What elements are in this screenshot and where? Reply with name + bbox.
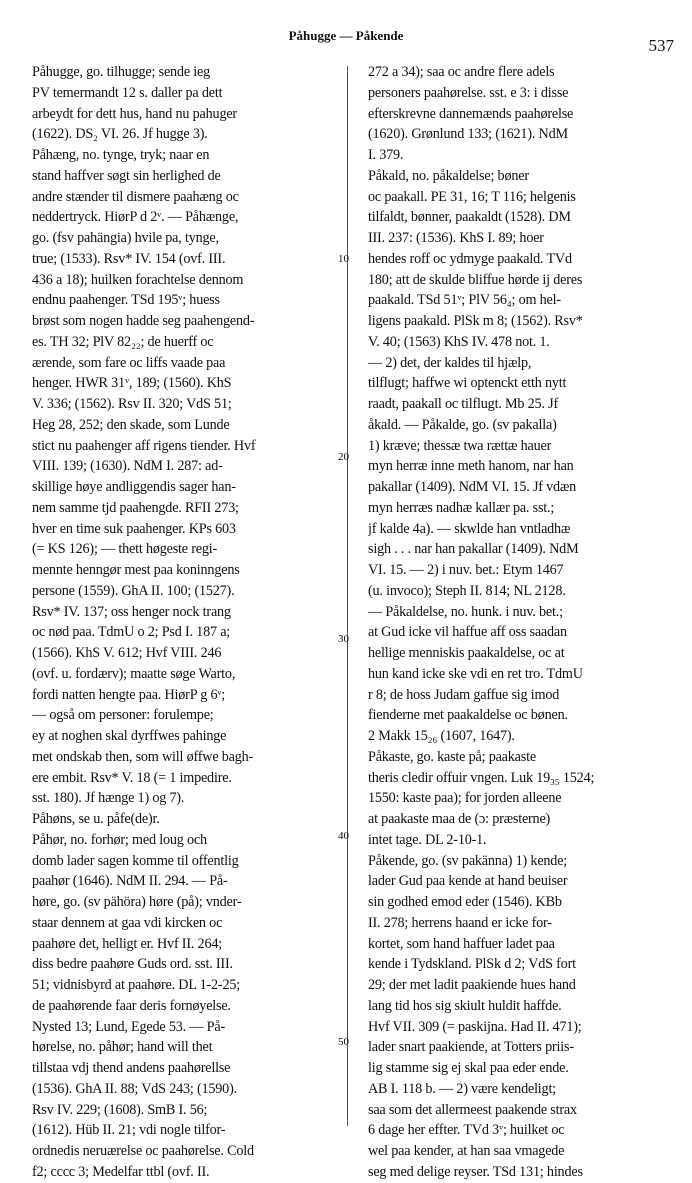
text-line: Rsv IV. 229; (1608). SmB I. 56; [32,1101,208,1118]
text-line: es. TH 32; PlV 82₂₂; de huerff oc [32,333,214,350]
text-line: stand haffver søgt sin herlighed de [32,167,221,184]
text-line: Hvf VII. 309 (= paskijna. Had II. 471); [368,1018,582,1035]
text-line: intet tage. DL 2-10-1. [368,831,487,848]
text-line: f2; cccc 3; Medelfar ttbl (ovf. II. [32,1163,210,1180]
text-line: at paakaste maa de (ɔ: præsterne) [368,811,551,827]
text-line: Påkald, no. påkaldelse; bøner [368,167,529,184]
text-line: V. 336; (1562). Rsv II. 320; VdS 51; [32,396,232,412]
text-line: ligens paakald. PlSk m 8; (1562). Rsv* [368,313,583,329]
text-line: stict nu paahenger aff rigens tiender. Hvf [32,437,256,454]
text-line: mennte henngør mest paa koninngens [32,562,240,578]
text-line: neddertryck. HiørP d 2ᵛ. — Påhænge, [32,209,239,226]
text-line: I. 379. [368,147,404,163]
text-line: staar dennem at gaa vdi kircken oc [32,914,223,931]
text-line: kende i Tydskland. PlSk d 2; VdS fort [368,956,576,973]
text-line: Påhøns, se u. påfe(de)r. [32,811,160,827]
text-line: lang tid hos sig skiult huldit haffde. [368,997,562,1014]
text-line: andre stænder til dismere paahæng oc [32,188,239,205]
text-line: brøst som nogen hadde seg paahengend- [32,313,255,329]
text-line: 1550: kaste paa); for jorden alleene [368,790,562,807]
text-line: personers paahørelse. sst. e 3: i disse [368,84,569,101]
line-number-50: 50 [338,1036,349,1048]
text-line: paakald. TSd 51ᵛ; PlV 56₄; om hel- [368,292,561,309]
text-line: — 2) det, der kaldes til hjælp, [368,354,532,371]
text-line: 51; vidnisbyrd at paahøre. DL 1-2-25; [32,977,240,993]
text-line: paahør (1646). NdM II. 294. — På- [32,873,228,890]
text-line: hver en time suk paahenger. KPs 603 [32,520,236,537]
text-line: VI. 15. — 2) i nuv. bet.: Etym 1467 [368,562,564,578]
text-line: oc nød paa. TdmU o 2; Psd I. 187 a; [32,624,231,641]
text-line: Påhør, no. forhør; med loug och [32,831,207,848]
text-line: de paahørende faar deris fornøyelse. [32,997,231,1014]
text-line: PV temermandt 12 s. daller pa dett [32,84,223,101]
text-line: arbeydt for dett hus, hand nu pahuger [32,105,237,122]
text-line: hellige menniskis paakaldelse, oc at [368,645,565,661]
text-line: r 8; de hoss Judam gaffue sig imod [368,686,560,703]
text-line: tilfaldt, bønner, paakaldt (1528). DM [368,209,571,226]
text-line: sigh . . . nar han pakallar (1409). NdM [368,541,579,558]
text-line: III. 237: (1536). KhS I. 89; hoer [368,230,544,246]
text-line: lader snart paakiende, at Totters priis- [368,1039,574,1056]
text-line: go. (fsv pahängia) hvile pa, tynge, [32,230,219,246]
text-line: 272 a 34); saa oc andre flere adels [368,64,555,80]
text-line: 180; att de skulde bliffue hørde ij deres [368,271,583,288]
text-line: hørelse, no. påhør; hand will thet [32,1039,213,1056]
text-line: høre, go. (sv pähöra) høre (på); vnder- [32,894,242,910]
text-line: fienderne met paakaldelse oc bønen. [368,707,568,724]
text-line: — også om personer: forulempe; [32,707,214,724]
text-line: 2 Makk 15₂₆ (1607, 1647). [368,728,515,744]
text-line: ey at noghen skal dyrffwes pahinge [32,728,227,744]
text-line: Påhugge, go. tilhugge; sende ieg [32,64,211,80]
text-line: paahøre det, helligt er. Hvf II. 264; [32,935,222,952]
text-line: ærende, som fare oc liffs vaade paa [32,354,226,371]
text-line: saa som det allermeest paakende strax [368,1101,577,1118]
text-line: ere embit. Rsv* V. 18 (= 1 impedire. [32,769,232,786]
text-line: åkald. — Påkalde, go. (sv pakalla) [368,416,557,433]
text-line: hun kand icke ske vdi en ret tro. TdmU [368,665,583,682]
right-column [368,62,664,1183]
text-line: efterskrevne dannemænds paahørelse [368,105,574,122]
text-line: diss bedre paahøre Guds ord. sst. III. [32,956,233,973]
text-line: hendes roff oc ydmyge paakald. TVd [368,250,572,267]
text-line: fordi natten hengte paa. HiørP g 6ᵛ; [32,686,226,703]
text-line: (ovf. u. fordærv); maatte søge Warto, [32,665,236,682]
text-line: (1566). KhS V. 612; Hvf VIII. 246 [32,645,222,661]
text-line: 6 dage her effter. TVd 3ᵛ; huilket oc [368,1122,565,1139]
text-line: met ondskab then, som will øffwe bagh- [32,748,254,765]
text-line: ordnedis neruærelse oc paahørelse. Cold [32,1143,254,1159]
text-line: pakallar (1409). NdM VI. 15. Jf vdæn [368,479,577,495]
text-line: (u. invoco); Steph II. 814; NL 2128. [368,582,566,599]
text-line: II. 278; herrens haand er icke for- [368,914,552,931]
text-line: seg med delige reyser. TSd 131; hindes [368,1163,583,1180]
running-head: Påhugge — Påkende [288,28,404,43]
text-line: endnu paahenger. TSd 195ᵛ; huess [32,292,220,309]
text-line: sin godhed emod eder (1546). KBb [368,894,562,910]
text-line: kortet, som hand haffuer ladet paa [368,935,555,952]
text-line: sst. 180). Jf hænge 1) og 7). [32,790,185,807]
text-line: V. 40; (1563) KhS IV. 478 not. 1. [368,333,550,350]
text-line: (1620). Grønlund 133; (1621). NdM [368,126,568,143]
text-line: 436 a 18); huilken forachtelse dennom [32,271,244,288]
text-line: lader Gud paa kende at hand beuiser [368,873,568,890]
line-number-10: 10 [338,253,349,265]
text-line: Heg 28, 252; den skade, som Lunde [32,416,230,433]
text-line: lig stamme sig ej skal paa eder ende. [368,1060,569,1076]
text-line: myn herræ inne meth hanom, nar han [368,458,574,475]
left-column [32,62,332,1183]
text-line: 29; der met ladit paakiende hues hand [368,977,576,993]
text-line: nem samme tjd paahengde. RFII 273; [32,499,239,516]
text-line: myn herræs nadhæ kallær pa. sst.; [368,499,555,516]
text-line: persone (1559). GhA II. 100; (1527). [32,582,235,599]
column-divider [347,66,348,1126]
text-line: 1) kræve; thessæ twa rættæ hauer [368,437,552,454]
text-line: henger. HWR 31ᵛ, 189; (1560). KhS [32,375,232,392]
line-number-30: 30 [338,633,349,645]
text-line: — Påkaldelse, no. hunk. i nuv. bet.; [368,603,563,620]
text-line: (1536). GhA II. 88; VdS 243; (1590). [32,1080,237,1097]
text-line: (1612). Hüb II. 21; vdi nogle tilfor- [32,1122,226,1139]
line-number-20: 20 [338,451,349,463]
text-line: VIII. 139; (1630). NdM I. 287: ad- [32,458,223,475]
text-line: true; (1533). Rsv* IV. 154 (ovf. III. [32,250,226,267]
text-line: (= KS 126); — thett høgeste regi- [32,541,218,558]
text-line: AB I. 118 b. — 2) være kendeligt; [368,1080,556,1097]
text-line: skillige høye andliggendis sager han- [32,479,236,495]
text-line: tilflugt; haffwe wi optenckt etth nytt [368,375,567,392]
page-number: 537 [648,36,674,55]
text-line: Påkende, go. (sv pakänna) 1) kende; [368,852,568,869]
text-line: at Gud icke vil haffue aff oss saadan [368,624,567,641]
text-line: domb lader sagen komme til offentlig [32,852,239,869]
text-line: Påhæng, no. tynge, tryk; naar en [32,147,210,163]
text-line: raadt, paakall oc tilflugt. Mb 25. Jf [368,396,558,412]
text-line: Påkaste, go. kaste på; paakaste [368,748,536,765]
text-line: Nysted 13; Lund, Egede 53. — På- [32,1018,225,1035]
text-line: tillstaa vdj thend andens paahørellse [32,1060,231,1076]
text-line: (1622). DS₂ VI. 26. Jf hugge 3). [32,126,208,143]
text-line: oc paakall. PE 31, 16; T 116; helgenis [368,188,576,205]
text-line: theris cledir offuir vngen. Luk 19₃₅ 1524; [368,769,595,786]
text-line: wel paa kender, at han saa vmagede [368,1143,565,1159]
text-line: Rsv* IV. 137; oss henger nock trang [32,603,231,620]
line-number-40: 40 [338,830,349,842]
text-line: jf kalde 4a). — skwlde han vntladhæ [368,520,571,537]
